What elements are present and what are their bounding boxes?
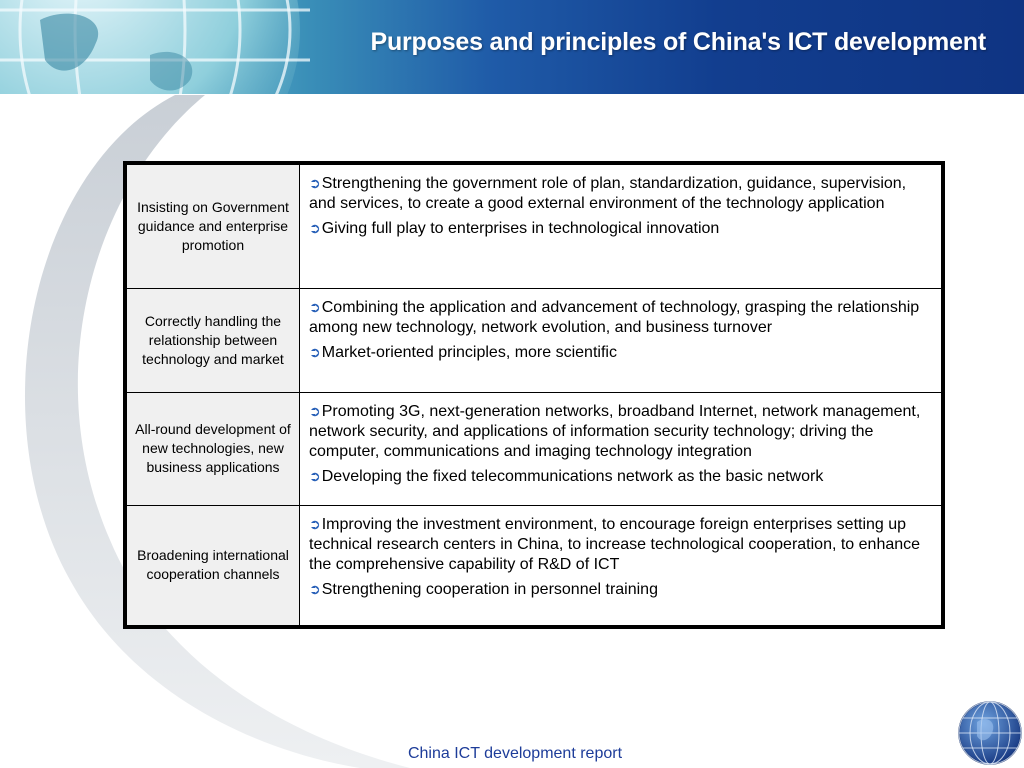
circled-arrow-icon: ➲ (309, 580, 321, 597)
principle-details (300, 163, 944, 288)
table-row (125, 288, 943, 392)
footer-caption: China ICT development report (407, 745, 623, 762)
circled-arrow-icon: ➲ (309, 515, 321, 532)
slide-title: Purposes and principles of China's ICT development (370, 28, 986, 56)
list-item (309, 466, 933, 487)
principle-label: Insisting on Government guidance and enterprise promotion (125, 163, 300, 288)
list-item (309, 342, 933, 363)
bullet-text: Combining the application and advancement of technology, grasping the relationship among new technology, network evolution, and business turnover (309, 298, 920, 336)
globe-banner-icon (0, 0, 330, 94)
circled-arrow-icon: ➲ (309, 220, 321, 236)
table-row (125, 505, 943, 627)
principle-details (300, 392, 944, 505)
list-item (309, 218, 933, 239)
bullet-text: Developing the fixed telecommunications network as the basic network (321, 467, 824, 485)
principles-table (123, 161, 945, 629)
circled-arrow-icon: ➲ (309, 343, 321, 360)
bullet-text: Improving the investment environment, to encourage foreign enterprises setting up technical research centers in China, to increase technological cooperation, to enhance the comprehensive capability of R&D of ICT (309, 515, 921, 573)
circled-arrow-icon: ➲ (309, 298, 321, 315)
principle-label: All-round development of new technologies, new business applications (125, 392, 300, 505)
bullet-text: Giving full play to enterprises in technological innovation (321, 220, 720, 237)
principle-label: Correctly handling the relationship between technology and market (125, 288, 300, 392)
list-item (309, 297, 933, 338)
list-item (309, 401, 933, 462)
list-item (309, 514, 933, 575)
bullet-text: Strengthening cooperation in personnel training (321, 580, 658, 598)
principle-details (300, 505, 944, 627)
globe-logo-icon (957, 700, 1023, 766)
circled-arrow-icon: ➲ (309, 467, 321, 484)
principle-details (300, 288, 944, 392)
list-item (309, 173, 933, 214)
principle-label: Broadening international cooperation channels (125, 505, 300, 627)
bullet-text: Market-oriented principles, more scientific (321, 343, 617, 361)
table-row (125, 163, 943, 288)
circled-arrow-icon: ➲ (309, 175, 321, 191)
bullet-text: Promoting 3G, next-generation networks, broadband Internet, network management, network security, and applications of information security technology; driving the computer, communications and imaging technology integration (309, 402, 921, 460)
header-band (0, 0, 1024, 94)
circled-arrow-icon: ➲ (309, 402, 321, 419)
table-row (125, 392, 943, 505)
list-item (309, 579, 933, 600)
bullet-text: Strengthening the government role of plan, standardization, guidance, supervision, and services, to create a good external environment of the technology application (309, 175, 907, 212)
